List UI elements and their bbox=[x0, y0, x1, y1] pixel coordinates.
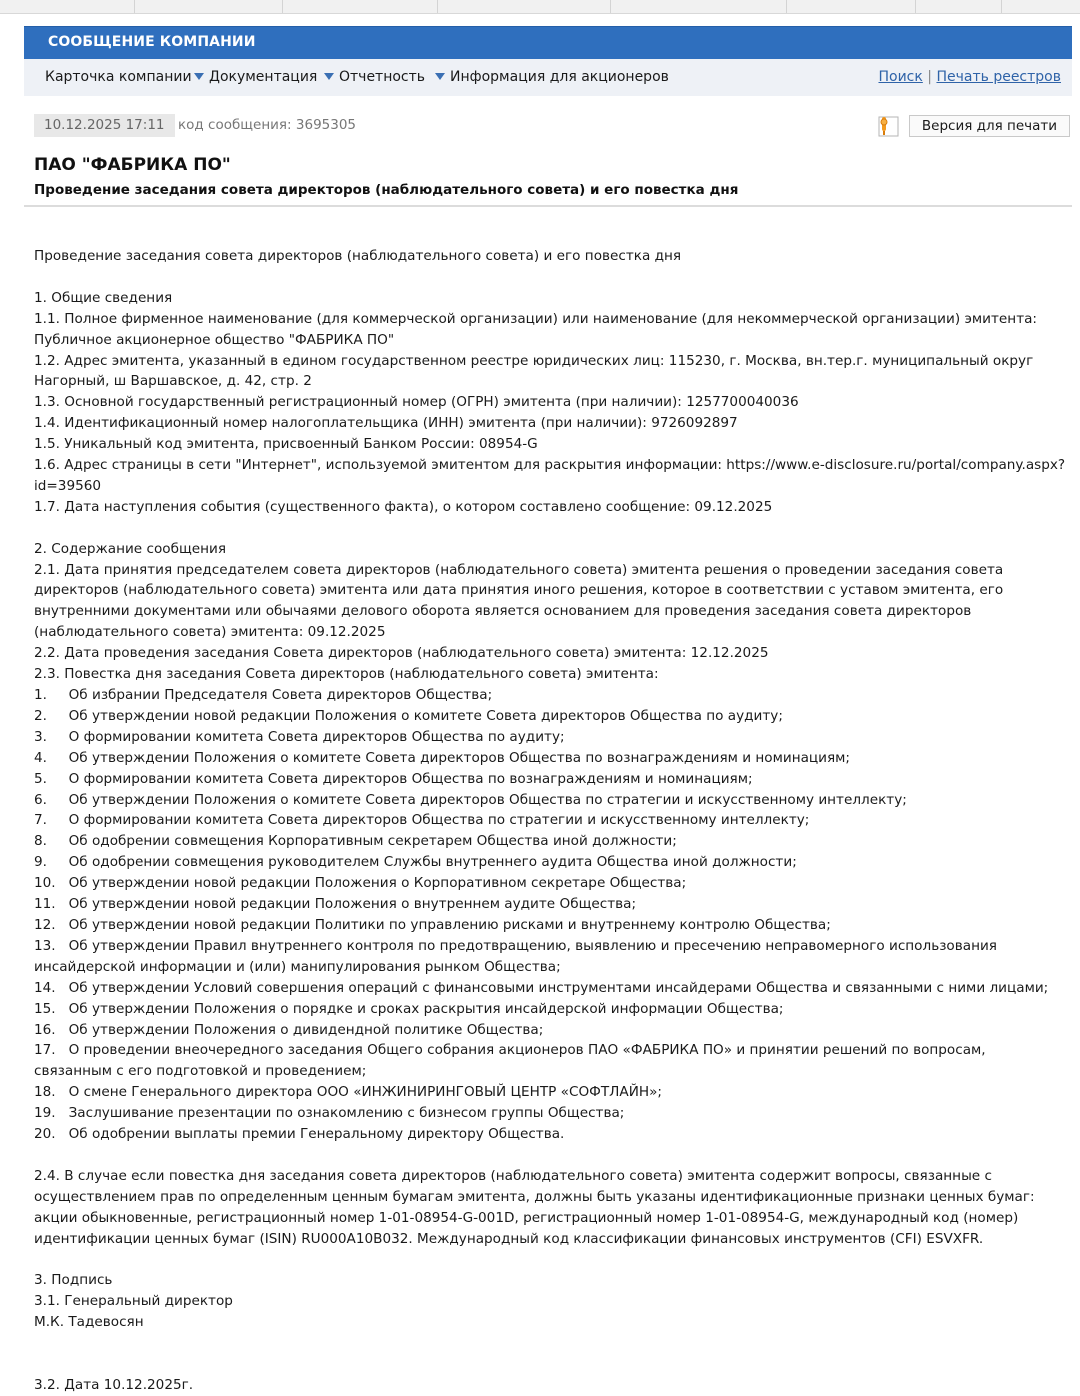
header-title: СООБЩЕНИЕ КОМПАНИИ bbox=[48, 34, 256, 50]
agenda-item: 1. Об избрании Председателя Совета директоров Общества; bbox=[34, 687, 493, 703]
section-2-3: 2.3. Повестка дня заседания Совета директоров (наблюдательного совета) эмитента: bbox=[34, 666, 659, 683]
nav-links bbox=[878, 69, 1061, 85]
nav-bar bbox=[24, 59, 1072, 96]
section-3-2: 3.2. Дата 10.12.2025г. bbox=[34, 1376, 194, 1393]
browser-top-strip bbox=[0, 0, 1080, 14]
message-datetime: 10.12.2025 17:11 bbox=[34, 114, 175, 137]
section-2-heading: 2. Содержание сообщения bbox=[34, 540, 227, 557]
agenda-item: 3. О формировании комитета Совета директоров Общества по аудиту; bbox=[34, 728, 565, 745]
signer-name: М.К. Тадевосян bbox=[34, 1314, 144, 1331]
dropdown-triangle-icon bbox=[324, 73, 334, 80]
header-divider bbox=[24, 205, 1072, 207]
agenda-item: 13. Об утверждении Правил внутреннего контроля по предотвращению, выявлению и пресечению неправомерного использования инсайдерской информации и (или) манипулирования рынком Общества; bbox=[34, 937, 1002, 975]
agenda-item: 20. Об одобрении выплаты премии Генеральному директору Общества. bbox=[34, 1126, 565, 1143]
print-version-button[interactable]: Версия для печати bbox=[909, 115, 1070, 137]
page-header bbox=[24, 26, 1072, 59]
agenda-item: 2. Об утверждении новой редакции Положения о комитете Совета директоров Общества по аудиту; bbox=[34, 707, 783, 724]
agenda-item: 18. О смене Генерального директора ООО «ИНЖИНИРИНГОВЫЙ ЦЕНТР «СОФТЛАЙН»; bbox=[34, 1084, 662, 1101]
message-subject: Проведение заседания совета директоров (наблюдательного совета) и его повестка дня bbox=[34, 182, 739, 198]
section-1-5: 1.5. Уникальный код эмитента, присвоенный Банком России: 08954-G bbox=[34, 436, 538, 453]
agenda-item: 15. Об утверждении Положения о порядке и сроках раскрытия инсайдерской информации Общества; bbox=[34, 1000, 784, 1017]
nav-item-shareholder-info[interactable]: Информация для акционеров bbox=[435, 69, 669, 85]
section-3-heading: 3. Подпись bbox=[34, 1272, 113, 1289]
agenda-item: 6. Об утверждении Положения о комитете Совета директоров Общества по стратегии и искусственному интеллекту; bbox=[34, 791, 907, 808]
agenda-item: 11. Об утверждении новой редакции Положения о внутреннем аудите Общества; bbox=[34, 896, 637, 913]
dropdown-triangle-icon bbox=[194, 73, 204, 80]
message-code: код сообщения: 3695305 bbox=[178, 117, 357, 133]
nav-item-documentation[interactable]: Документация bbox=[194, 69, 317, 85]
search-link[interactable]: Поиск bbox=[878, 69, 923, 85]
section-1-2: 1.2. Адрес эмитента, указанный в едином государственном реестре юридических лиц: 115230, г. Москва, вн.тер.г. муниципальный округ Нагорный, ш Варшавское, д. 42, стр. 2 bbox=[34, 352, 1038, 390]
agenda-item: 17. О проведении внеочередного заседания Общего собрания акционеров ПАО «ФАБРИКА ПО» и принятии решений по вопросам, связанным с его подготовкой и проведением; bbox=[34, 1042, 990, 1080]
print-registry-link[interactable]: Печать реестров bbox=[936, 69, 1061, 85]
section-2-1: 2.1. Дата принятия председателем совета директоров (наблюдательного совета) эмитента решения о проведении заседания совета директоров (наблюдательного совета) эмитента или дата принятия иного решения, которое в соответствии с уставом эмитента, его внутренними документами или обычаями делового оборота является основанием для проведения заседания совета директоров (наблюдательного совета) эмитента: 09.12.2025 bbox=[34, 561, 1008, 641]
nav-item-reports[interactable]: Отчетность bbox=[324, 69, 425, 85]
agenda-item: 10. Об утверждении новой редакции Положения о Корпоративном секретаре Общества; bbox=[34, 875, 687, 892]
agenda-item: 16. Об утверждении Положения о дивидендной политике Общества; bbox=[34, 1021, 544, 1038]
nav-item-company-card[interactable]: Карточка компании bbox=[45, 69, 192, 85]
company-name: ПАО "ФАБРИКА ПО" bbox=[34, 155, 231, 175]
section-1-4: 1.4. Идентификационный номер налогоплательщика (ИНН) эмитента (при наличии): 9726092897 bbox=[34, 415, 738, 432]
message-body bbox=[34, 246, 1066, 1396]
section-1-1: 1.1. Полное фирменное наименование (для коммерческой организации) или наименование (для некоммерческой организации) эмитента: Публичное акционерное общество "ФАБРИКА ПО" bbox=[34, 310, 1042, 348]
nav-separator: | bbox=[927, 69, 933, 85]
agenda-item: 9. Об одобрении совмещения руководителем Службы внутреннего аудита Общества иной должности; bbox=[34, 854, 797, 871]
section-2-4: 2.4. В случае если повестка дня заседания совета директоров (наблюдательного совета) эмитента содержит вопросы, связанные с осуществлением прав по определенным ценным бумагам эмитента, должны быть указаны идентификационные признаки ценных бумаг: акции обыкновенные, регистрационный номер 1-01-08954-G-001D, регистрационный номер 1-01-08954-G, международный код (номер) идентификации ценных бумаг (ISIN) RU000A10B032. Международный код классификации финансовых инструментов (CFI) ESVXFR. bbox=[34, 1167, 1039, 1247]
section-1-6: 1.6. Адрес страницы в сети "Интернет", используемой эмитентом для раскрытия информации: https://www.e-disclosure.ru/portal/company.aspx?id=39560 bbox=[34, 457, 1066, 494]
section-1-7: 1.7. Дата наступления события (существенного факта), о котором составлено сообщение: 09.12.2025 bbox=[34, 498, 773, 515]
section-3-1: 3.1. Генеральный директор bbox=[34, 1293, 233, 1310]
section-2-2: 2.2. Дата проведения заседания Совета директоров (наблюдательного совета) эмитента: 12.12.2025 bbox=[34, 645, 769, 662]
dropdown-triangle-icon bbox=[435, 73, 445, 80]
agenda-item: 7. О формировании комитета Совета директоров Общества по стратегии и искусственному интеллекту; bbox=[34, 812, 810, 829]
agenda-item: 4. Об утверждении Положения о комитете Совета директоров Общества по вознаграждениям и номинациям; bbox=[34, 749, 851, 766]
agenda-item: 5. О формировании комитета Совета директоров Общества по вознаграждениям и номинациям; bbox=[34, 770, 753, 787]
body-title: Проведение заседания совета директоров (наблюдательного совета) и его повестка дня bbox=[34, 248, 682, 264]
agenda-item: 8. Об одобрении совмещения Корпоративным секретарем Общества иной должности; bbox=[34, 833, 677, 850]
agenda-item: 14. Об утверждении Условий совершения операций с финансовыми инструментами инсайдерами Общества и связанными с ними лицами; bbox=[34, 979, 1049, 996]
print-document-icon[interactable] bbox=[876, 114, 900, 138]
section-1-3: 1.3. Основной государственный регистрационный номер (ОГРН) эмитента (при наличии): 1257700040036 bbox=[34, 394, 799, 411]
section-1-heading: 1. Общие сведения bbox=[34, 289, 173, 306]
agenda-item: 19. Заслушивание презентации по ознакомлению с бизнесом группы Общества; bbox=[34, 1105, 625, 1122]
agenda-item: 12. Об утверждении новой редакции Политики по управлению рисками и внутреннему контролю Общества; bbox=[34, 916, 831, 933]
